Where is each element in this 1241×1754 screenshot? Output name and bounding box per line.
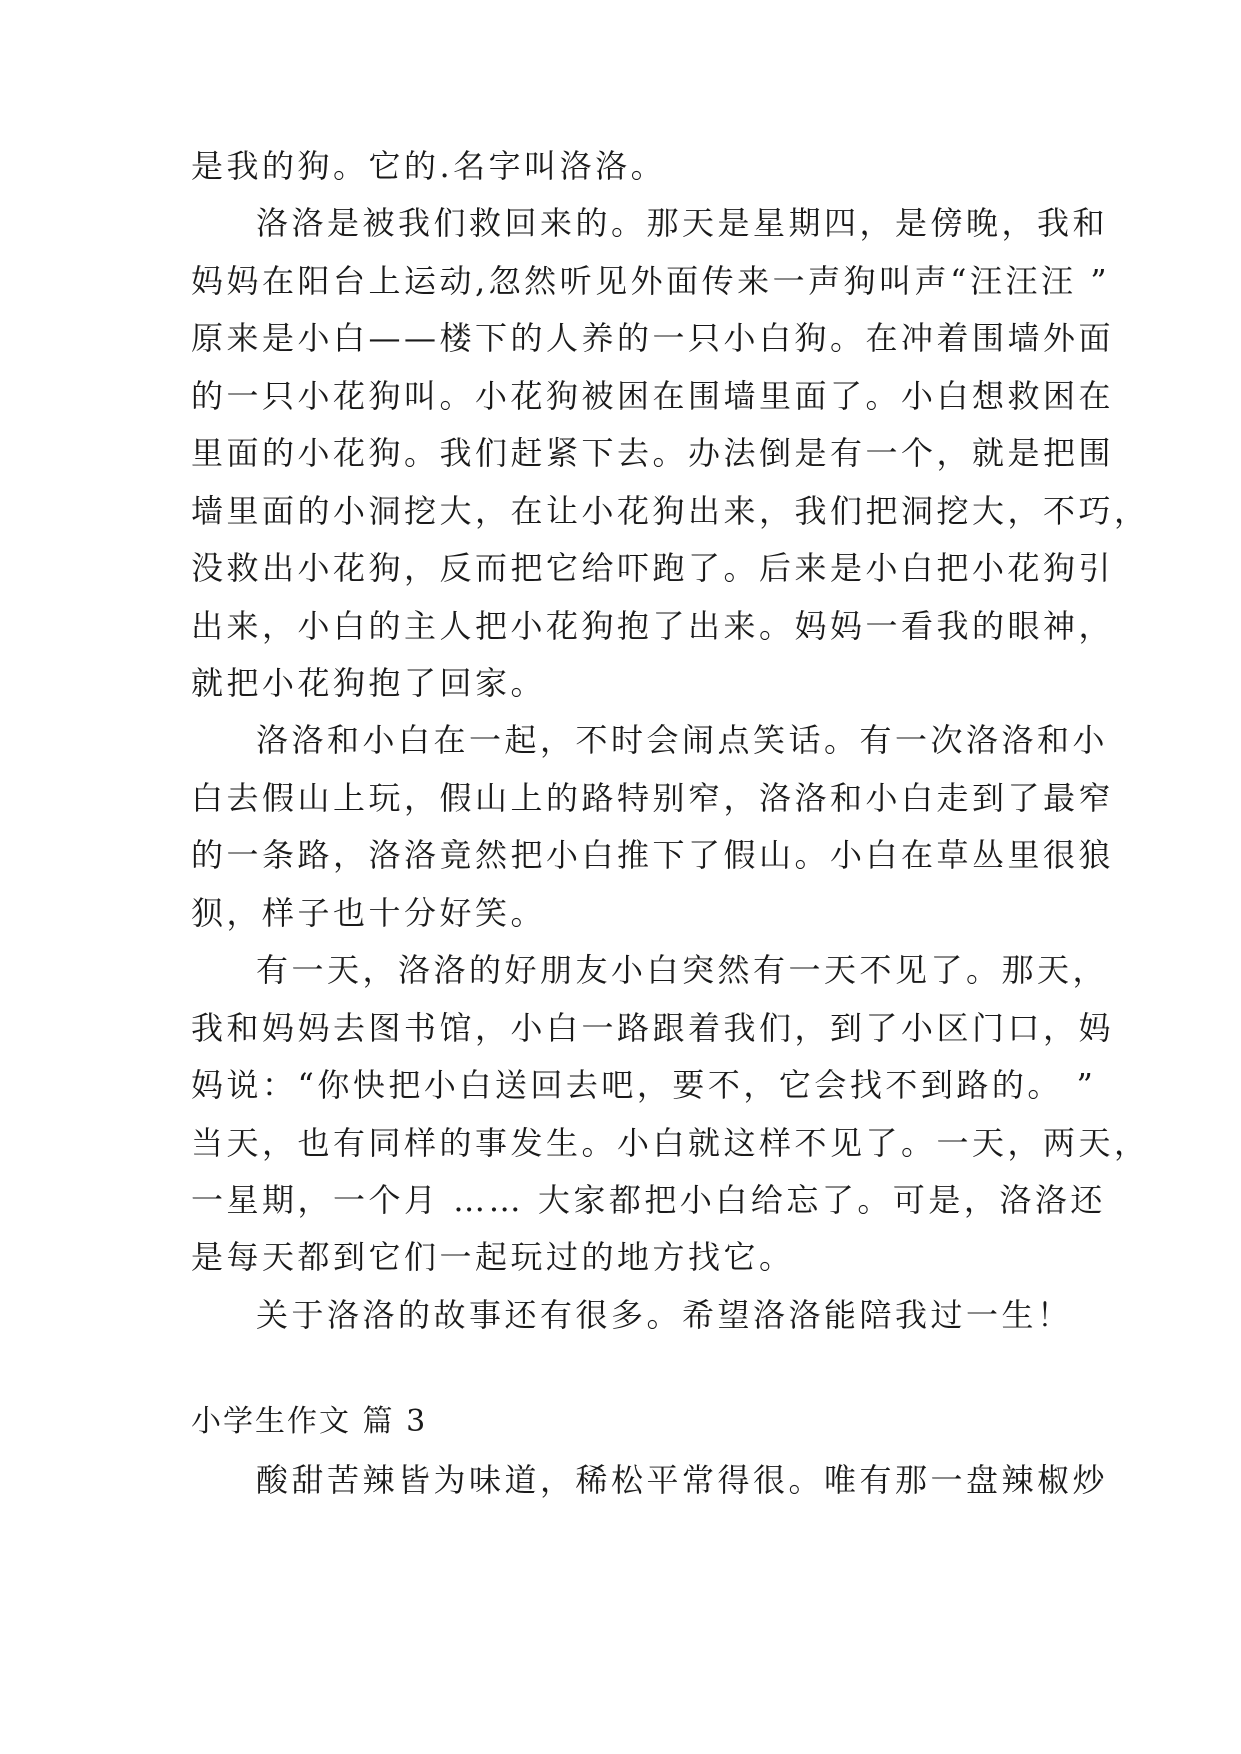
section-heading: 小学生作文 篇 3 — [191, 1404, 428, 1439]
text-line-6: 里面的小花狗。我们赶紧下去。办法倒是有一个，就是把围 — [191, 434, 1115, 472]
text-line-14: 狈，样子也十分好笑。 — [191, 894, 547, 932]
text-line-17: 妈说：“你快把小白送回去吧，要不，它会找不到路的。 ” — [191, 1066, 1097, 1104]
paragraph-start-line: 洛洛和小白在一起，不时会闹点笑话。有一次洛洛和小 — [256, 721, 1109, 759]
text-line-4: 原来是小白——楼下的人养的一只小白狗。在冲着围墙外面 — [191, 319, 1115, 357]
text-line-1: 是我的狗。它的.名字叫洛洛。 — [191, 147, 667, 185]
text-line-18: 当天，也有同样的事发生。小白就这样不见了。一天，两天， — [191, 1124, 1150, 1162]
text-line-9: 出来，小白的主人把小花狗抱了出来。妈妈一看我的眼神， — [191, 607, 1115, 645]
paragraph-start-line: 洛洛是被我们救回来的。那天是星期四，是傍晚，我和 — [256, 204, 1109, 242]
text-line-10: 就把小花狗抱了回家。 — [191, 664, 547, 702]
paragraph-start-line: 有一天，洛洛的好朋友小白突然有一天不见了。那天， — [256, 951, 1109, 989]
text-line-13: 的一条路，洛洛竟然把小白推下了假山。小白在草丛里很狼 — [191, 836, 1115, 874]
text-line-20: 是每天都到它们一起玩过的地方找它。 — [191, 1238, 795, 1276]
text-line-7: 墙里面的小洞挖大，在让小花狗出来，我们把洞挖大，不巧， — [191, 492, 1150, 530]
text-line-16: 我和妈妈去图书馆，小白一路跟着我们，到了小区门口，妈 — [191, 1009, 1115, 1047]
text-line-3: 妈妈在阳台上运动,忽然听见外面传来一声狗叫声“汪汪汪 ” — [191, 262, 1111, 300]
paragraph-start-line: 关于洛洛的故事还有很多。希望洛洛能陪我过一生！ — [256, 1296, 1073, 1334]
paragraph-start-line: 酸甜苦辣皆为味道，稀松平常得很。唯有那一盘辣椒炒 — [256, 1461, 1109, 1499]
text-line-8: 没救出小花狗，反而把它给吓跑了。后来是小白把小花狗引 — [191, 549, 1115, 587]
text-line-19: 一星期，一个月 …… 大家都把小白给忘了。可是，洛洛还 — [191, 1181, 1106, 1219]
text-line-5: 的一只小花狗叫。小花狗被困在围墙里面了。小白想救困在 — [191, 377, 1115, 415]
text-line-12: 白去假山上玩，假山上的路特别窄，洛洛和小白走到了最窄 — [191, 779, 1115, 817]
